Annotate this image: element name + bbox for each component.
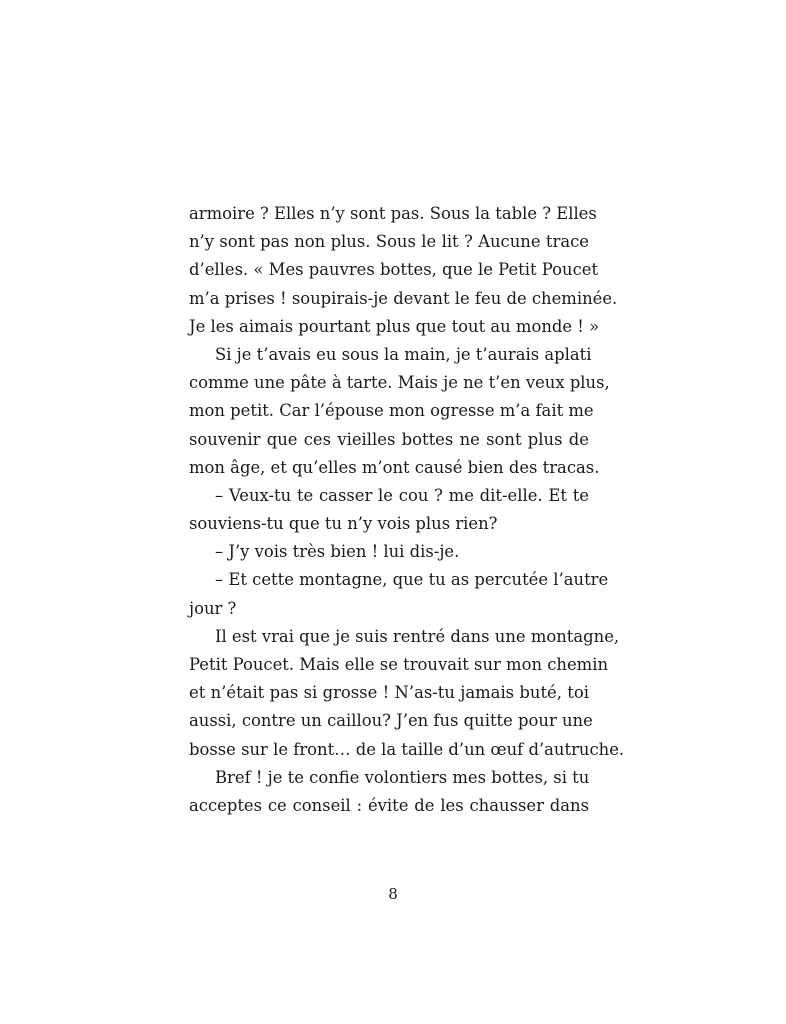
- text-line: Petit Poucet. Mais elle se trouvait sur mon chemin: [189, 655, 609, 674]
- text-line: jour ?: [189, 598, 237, 618]
- text-line: acceptes ce conseil : évite de les chausser dans: [189, 795, 589, 815]
- text-line: d’elles. « Mes pauvres bottes, que le Petit Poucet: [189, 260, 599, 280]
- text-line: n’y sont pas non plus. Sous le lit ? Aucune trace: [189, 232, 589, 252]
- text-line: m’a prises ! soupirais-je devant le feu de cheminée.: [189, 288, 618, 308]
- text-line: bosse sur le front… de la taille d’un œuf d’autruche.: [189, 739, 625, 759]
- text-line: mon âge, et qu’elles m’ont causé bien des tracas.: [189, 457, 600, 477]
- text-line: Je les aimais pourtant plus que tout au monde ! »: [189, 316, 600, 336]
- text-line: Bref ! je te confie volontiers mes bottes, si tu: [215, 767, 590, 787]
- text-line: souviens-tu que tu n’y vois plus rien?: [189, 514, 498, 534]
- body-text: [189, 200, 625, 820]
- text-line: – J’y vois très bien ! lui dis-je.: [215, 542, 460, 562]
- text-line: – Veux-tu te casser le cou ? me dit-elle. Et te: [215, 485, 589, 505]
- text-line: mon petit. Car l’épouse mon ogresse m’a fait me: [189, 401, 594, 421]
- text-line: – Et cette montagne, que tu as percutée l’autre: [215, 570, 609, 590]
- text-line: comme une pâte à tarte. Mais je ne t’en veux plus,: [189, 373, 610, 393]
- text-line: souvenir que ces vieilles bottes ne sont plus de: [189, 429, 589, 449]
- text-line: et n’était pas si grosse ! N’as-tu jamais buté, toi: [189, 683, 589, 703]
- text-line: aussi, contre un caillou? J’en fus quitte pour une: [189, 711, 593, 731]
- page-number: 8: [388, 885, 398, 903]
- text-line: Si je t’avais eu sous la main, je t’aurais aplati: [215, 344, 592, 364]
- text-line: armoire ? Elles n’y sont pas. Sous la table ? Elles: [189, 204, 597, 223]
- text-line: Il est vrai que je suis rentré dans une montagne,: [215, 626, 620, 646]
